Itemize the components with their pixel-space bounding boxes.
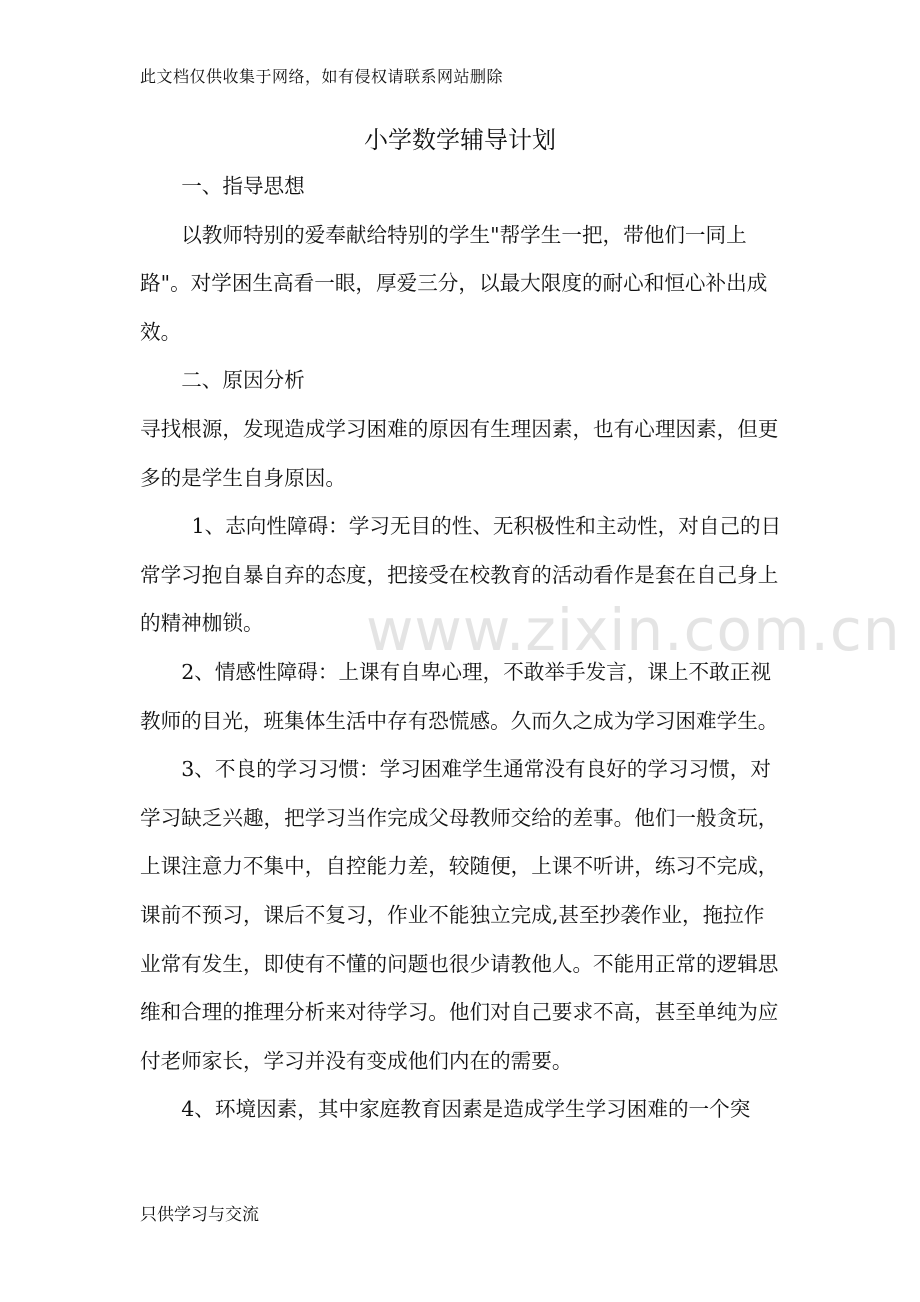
document-title: 小学数学辅导计划 xyxy=(364,126,556,154)
document-body xyxy=(140,162,782,1134)
list-item-emotional-obstacle: 2、情感性障碍：上课有自卑心理，不敢举手发言，课上不敢正视教师的目光，班集体生活中存有恐慌感。久而久之成为学习困难学生。 xyxy=(140,659,779,733)
paragraph-cause-intro: 寻找根源，发现造成学习困难的原因有生理因素，也有心理因素，但更多的是学生自身原因。 xyxy=(140,416,779,490)
list-item-bad-study-habits: 3、不良的学习习惯：学习困难学生通常没有良好的学习习惯，对学习缺乏兴趣，把学习当作完成父母教师交给的差事。他们一般贪玩，上课注意力不集中，自控能力差，较随便，上课不听讲，练习不完成，课前不预习，课后不复习，作业不能独立完成,甚至抄袭作业，拖拉作业常有发生，即使有不懂的问题也很少请教他人。不能用正常的逻辑思维和合理的推理分析来对待学习。他们对自己要求不高，甚至单纯为应付老师家长，学习并没有变成他们内在的需要。 xyxy=(140,757,779,1073)
paragraph-guiding-ideology: 以教师特别的爱奉献给特别的学生"帮学生一把，带他们一同上路"。对学困生高看一眼，厚爱三分，以最大限度的耐心和恒心补出成效。 xyxy=(140,222,768,344)
section-heading-cause-analysis: 二、原因分析 xyxy=(181,368,305,393)
page-header-disclaimer: 此文档仅供收集于网络，如有侵权请联系网站删除 xyxy=(140,67,504,86)
watermark: www.zixin.com.cn xyxy=(366,596,901,664)
page-footer-note: 只供学习与交流 xyxy=(140,1205,259,1225)
list-item-environmental-factors: 4、环境因素，其中家庭教育因素是造成学生学习困难的一个突 xyxy=(181,1097,751,1122)
list-item-aspiration-obstacle: 1、志向性障碍：学习无目的性、无积极性和主动性，对自己的日常学习抱自暴自弃的态度，把接受在校教育的活动看作是套在自己身上的精神枷锁。 xyxy=(140,514,782,636)
section-heading-guiding-ideology: 一、指导思想 xyxy=(181,174,305,198)
